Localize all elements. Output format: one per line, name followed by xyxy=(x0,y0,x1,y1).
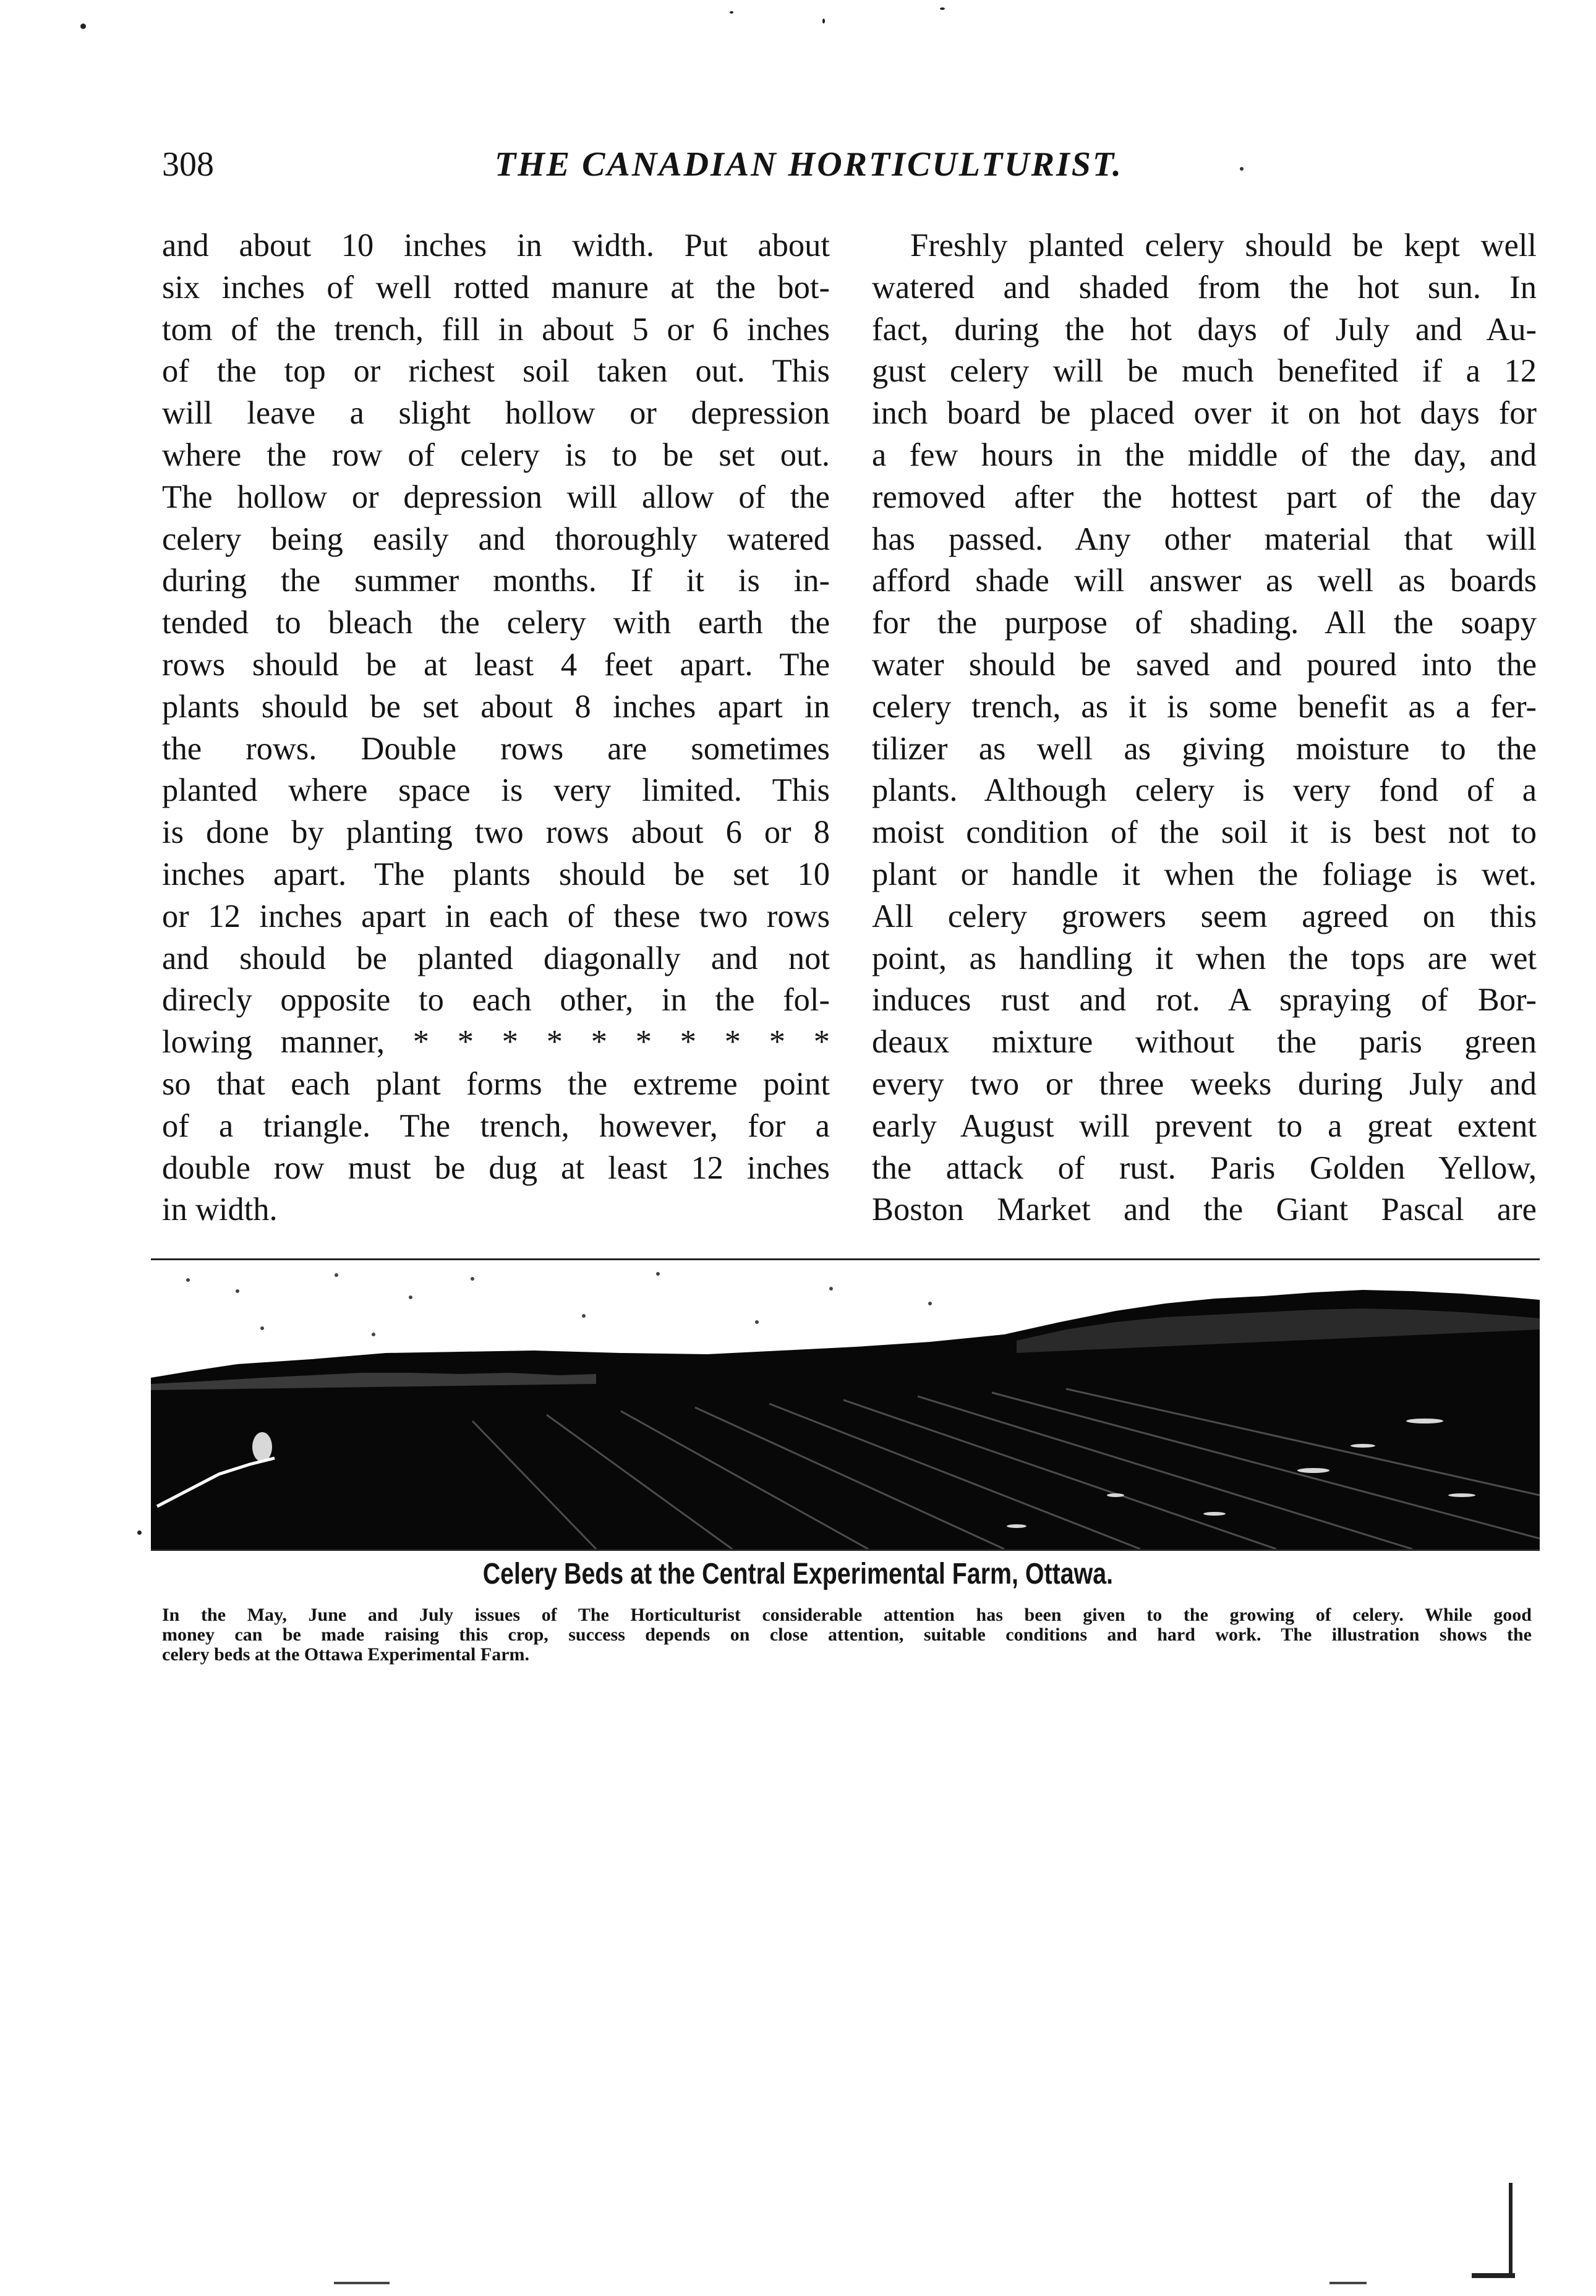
print-speck xyxy=(334,2282,390,2284)
figure-caption-title: Celery Beds at the Central Experimental Farm, Ottawa. xyxy=(482,1558,1114,1590)
text-line: the attack of rust. Paris Golden Yellow, xyxy=(872,1150,1537,1186)
print-speck xyxy=(1329,2282,1367,2284)
print-speck xyxy=(137,1530,142,1535)
print-speck xyxy=(940,7,945,10)
text-line: early August will prevent to a great extent xyxy=(872,1107,1537,1144)
running-head: THE CANADIAN HORTICULTURIST. xyxy=(495,145,1123,184)
text-line: is done by planting two rows about 6 or 8 xyxy=(162,814,830,851)
text-line: where the row of celery is to be set out. xyxy=(162,437,830,473)
text-line: celery being easily and thoroughly watered xyxy=(162,521,830,557)
text-line: removed after the hottest part of the day xyxy=(872,479,1537,515)
text-line: planted where space is very limited. This xyxy=(162,772,830,809)
text-line: a few hours in the middle of the day, and xyxy=(872,437,1537,473)
text-line: plants should be set about 8 inches apart in xyxy=(162,688,830,725)
text-line: so that each plant forms the extreme point xyxy=(162,1065,830,1102)
text-line: celery trench, as it is some benefit as a fer- xyxy=(872,688,1537,725)
text-line: rows should be at least 4 feet apart. The xyxy=(162,646,830,683)
text-line: in width. xyxy=(162,1192,278,1228)
text-line: induces rust and rot. A spraying of Bor- xyxy=(872,982,1537,1018)
text-line: tom of the trench, fill in about 5 or 6 inches xyxy=(162,311,830,348)
text-line: fact, during the hot days of July and Au- xyxy=(872,311,1537,348)
text-line: inch board be placed over it on hot days for xyxy=(872,395,1537,432)
text-line: plants. Although celery is very fond of a xyxy=(872,772,1537,809)
text-line: moist condition of the soil it is best not to xyxy=(872,814,1537,851)
text-line: Freshly planted celery should be kept well xyxy=(910,228,1537,263)
text-line: The hollow or depression will allow of the xyxy=(162,479,830,515)
text-line: lowing manner, * * * * * * * * * * xyxy=(162,1024,830,1061)
text-line: six inches of well rotted manure at the bot- xyxy=(162,269,830,305)
text-line: watered and shaded from the hot sun. In xyxy=(872,269,1537,305)
text-line: water should be saved and poured into the xyxy=(872,646,1537,683)
text-line: and about 10 inches in width. Put about xyxy=(162,228,830,263)
text-line: during the summer months. If it is in- xyxy=(162,563,830,599)
text-line: the rows. Double rows are sometimes xyxy=(162,730,830,767)
bottom-rule xyxy=(1472,2273,1515,2278)
right-column xyxy=(872,225,1537,1231)
print-speck xyxy=(1240,167,1244,171)
left-column xyxy=(162,225,830,1231)
text-line: All celery growers seem agreed on this xyxy=(872,898,1537,934)
text-line: point, as handling it when the tops are wet xyxy=(872,940,1537,976)
page-number: 308 xyxy=(162,145,214,184)
text-line: will leave a slight hollow or depression xyxy=(162,395,830,432)
text-line: deaux mixture without the paris green xyxy=(872,1024,1537,1061)
caption-line: money can be made raising this crop, success depends on close attention, suitable conditions and hard work. The illustration shows the xyxy=(162,1624,1532,1645)
caption-line: celery beds at the Ottawa Experimental Farm. xyxy=(162,1644,530,1665)
text-line: of a triangle. The trench, however, for a xyxy=(162,1107,830,1144)
text-line: double row must be dug at least 12 inches xyxy=(162,1150,830,1186)
text-line: or 12 inches apart in each of these two rows xyxy=(162,898,830,934)
text-line: tended to bleach the celery with earth the xyxy=(162,605,830,641)
text-line: of the top or richest soil taken out. This xyxy=(162,353,830,390)
celery-beds-photo xyxy=(151,1258,1540,1551)
text-line: has passed. Any other material that will xyxy=(872,521,1537,557)
caption-line: In the May, June and July issues of The Horticulturist considerable attention has been given to the growing of celery. While good xyxy=(162,1605,1532,1625)
text-line: and should be planted diagonally and not xyxy=(162,940,830,976)
text-line: direcly opposite to each other, in the fol- xyxy=(162,982,830,1018)
print-speck xyxy=(80,23,86,29)
text-line: for the purpose of shading. All the soapy xyxy=(872,605,1537,641)
text-line: plant or handle it when the foliage is wet. xyxy=(872,856,1537,892)
text-line: Boston Market and the Giant Pascal are xyxy=(872,1192,1537,1228)
print-speck xyxy=(822,19,825,23)
text-line: gust celery will be much benefited if a 12 xyxy=(872,353,1537,390)
text-line: every two or three weeks during July and xyxy=(872,1065,1537,1102)
text-line: tilizer as well as giving moisture to the xyxy=(872,730,1537,767)
print-speck xyxy=(730,11,733,14)
text-line: inches apart. The plants should be set 10 xyxy=(162,856,830,892)
bottom-rule xyxy=(1509,2183,1513,2276)
text-line: afford shade will answer as well as boards xyxy=(872,563,1537,599)
figure-caption-body xyxy=(162,1605,1532,1665)
